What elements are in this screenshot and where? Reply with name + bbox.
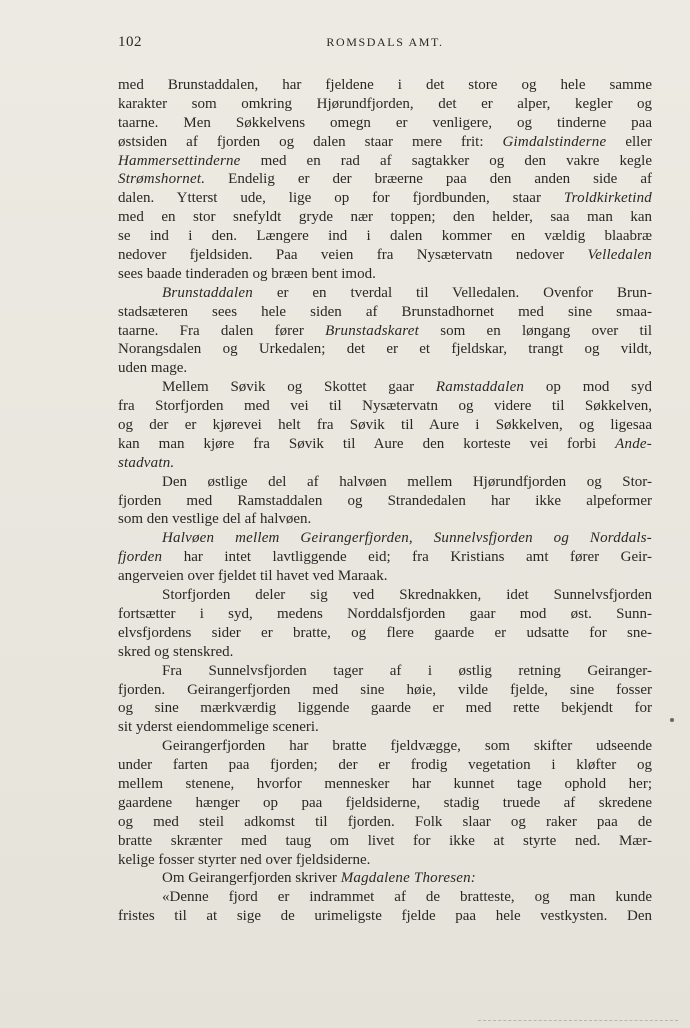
text-run: kelige fosser styrter ned over fjeldsiderne.: [118, 851, 371, 868]
text-run: Mellem Søvik og Skottet gaar: [162, 379, 436, 396]
text-line: [118, 567, 652, 586]
text-run: og der er kjørevei helt fra Søvik til Aure i Søkkelven, og ligesaa: [118, 417, 652, 434]
italic-place-name: fjorden: [118, 549, 163, 566]
text-line: [118, 662, 652, 681]
text-line: [118, 473, 652, 492]
text-line: [118, 152, 652, 171]
text-line: [118, 492, 652, 511]
text-run: eller: [606, 133, 652, 150]
italic-place-name: Brunstadskaret: [325, 322, 419, 339]
italic-place-name: Brunstaddalen: [162, 284, 253, 301]
italic-place-name: Strømshornet.: [118, 171, 206, 188]
text-run: fristes til at sige de urimeligste fjelde paa hele vestkysten. Den: [118, 908, 652, 925]
text-line: [118, 775, 652, 794]
text-run: nedover fjeldsiden. Paa veien fra Nysætervatn nedover: [118, 247, 588, 264]
text-line: [118, 322, 652, 341]
text-run: Endelig er der bræerne paa den anden side af: [205, 171, 652, 188]
text-line: [118, 397, 652, 416]
text-line: [118, 95, 652, 114]
text-line: [118, 227, 652, 246]
text-run: fortsætter i syd, medens Norddalsfjorden gaar mod øst. Sunn-: [118, 605, 652, 622]
text-run: se ind i den. Længere ind i dalen kommer en vældig blaabræ: [118, 228, 652, 245]
text-run: «Denne fjord er indrammet af de bratteste, og man kunde: [162, 889, 652, 906]
page-number: 102: [118, 34, 142, 50]
text-line: [118, 340, 652, 359]
text-run: skred og stenskred.: [118, 643, 234, 660]
text-run: uden mage.: [118, 360, 188, 377]
text-run: sees baade tinderaden og bræen bent imod.: [118, 265, 376, 282]
text-line: [118, 699, 652, 718]
text-run: kan man kjøre fra Søvik til Aure den korteste vei forbi: [118, 435, 616, 452]
text-line: [118, 718, 652, 737]
text-run: har intet lavtliggende eid; fra Kristians amt fører Geir-: [162, 549, 652, 566]
text-line: [118, 586, 652, 605]
italic-place-name: Gimdalstinderne: [502, 133, 607, 150]
text-run: mellem stenene, hvorfor mennesker har kunnet tage ophold her;: [118, 775, 652, 792]
text-run: under farten paa fjorden; der er frodig vegetation i kløfter og: [118, 757, 652, 774]
text-line: [118, 605, 652, 624]
text-line: [118, 454, 652, 473]
text-line: [118, 284, 652, 303]
text-line: [118, 529, 652, 548]
scan-edge-line: [478, 1020, 678, 1022]
text-line: [118, 246, 652, 265]
text-line: [118, 907, 652, 926]
text-line: [118, 189, 652, 208]
margin-speck: [670, 718, 674, 722]
text-run: dalen. Ytterst ude, lige op for fjordbunden, staar: [118, 190, 564, 207]
text-run: sit yderst eiendommelige sceneri.: [118, 719, 319, 736]
text-line: [118, 359, 652, 378]
text-line: [118, 888, 652, 907]
text-run: karakter som omkring Hjørundfjorden, det er alper, kegler og: [118, 95, 652, 112]
italic-place-name: stadvatn.: [118, 454, 175, 471]
text-line: [118, 378, 652, 397]
text-line: [118, 76, 652, 95]
text-run: som en løngang over til: [419, 322, 652, 339]
text-run: Geirangerfjorden har bratte fjeldvægge, som skifter udseende: [162, 738, 652, 755]
italic-place-name: Halvøen mellem Geirangerfjorden, Sunnelvsfjorden og Norddals-: [162, 530, 652, 547]
text-run: Storfjorden deler sig ved Skrednakken, idet Sunnelvsfjorden: [162, 587, 652, 604]
text-line: [118, 851, 652, 870]
text-run: gaardene hænger op paa fjeldsiderne, stadig truede af skredene: [118, 794, 652, 811]
text-line: [118, 756, 652, 775]
text-line: [118, 510, 652, 529]
text-line: [118, 435, 652, 454]
text-run: angerveien over fjeldet til havet ved Maraak.: [118, 568, 388, 585]
text-line: [118, 416, 652, 435]
text-line: [118, 643, 652, 662]
text-run: med en stor snefyldt gryde nær toppen; den helder, saa man kan: [118, 209, 652, 226]
text-line: [118, 813, 652, 832]
text-run: fjorden. Geirangerfjorden med sine høie, vilde fjelde, sine fosser: [118, 681, 652, 698]
text-run: stadsæteren sees hele siden af Brunstadhornet med sine smaa-: [118, 303, 652, 320]
text-run: Norangsdalen og Urkedalen; det er et fjeldskar, trangt og vildt,: [118, 341, 652, 358]
text-run: bratte skrænter med taug om livet for ikke at styrte ned. Mær-: [118, 832, 652, 849]
text-line: [118, 832, 652, 851]
text-line: [118, 114, 652, 133]
text-run: er en tverdal til Velledalen. Ovenfor Brun-: [252, 284, 652, 301]
text-run: elvsfjordens sider er bratte, og flere gaarde er udsatte for sne-: [118, 624, 652, 641]
body-text: [118, 76, 652, 926]
text-line: [118, 208, 652, 227]
text-run: østsiden af fjorden og dalen staar mere frit:: [118, 133, 503, 150]
text-run: og med steil adkomst til fjorden. Folk slaar og raker paa de: [118, 813, 652, 830]
italic-place-name: Hammersettinderne: [118, 152, 241, 169]
italic-place-name: Velledalen: [587, 247, 652, 264]
italic-place-name: Ramstaddalen: [435, 379, 525, 396]
text-line: [118, 737, 652, 756]
text-run: som den vestlige del af halvøen.: [118, 511, 312, 528]
text-line: [118, 681, 652, 700]
text-line: [118, 303, 652, 322]
italic-place-name: Magdalene Thoresen:: [340, 870, 476, 887]
text-run: Den østlige del af halvøen mellem Hjørundfjorden og Stor-: [162, 473, 652, 490]
italic-place-name: Troldkirketind: [563, 190, 652, 207]
text-line: [118, 265, 652, 284]
text-line: [118, 869, 652, 888]
running-title: ROMSDALS AMT.: [326, 35, 444, 49]
text-run: Om Geirangerfjorden skriver: [162, 870, 341, 887]
text-run: fjorden med Ramstaddalen og Strandedalen har ikke alpeformer: [118, 492, 652, 509]
text-run: taarne. Fra dalen fører: [118, 322, 326, 339]
text-run: fra Storfjorden med vei til Nysætervatn og videre til Søkkelven,: [118, 398, 652, 415]
text-line: [118, 133, 652, 152]
text-line: [118, 624, 652, 643]
text-line: [118, 548, 652, 567]
text-line: [118, 170, 652, 189]
text-run: og sine mærkværdig liggende gaarde er med rette bekjendt for: [118, 700, 652, 717]
page-header: [118, 34, 652, 54]
italic-place-name: Ande-: [615, 435, 652, 452]
text-run: op mod syd: [524, 379, 652, 396]
text-run: med en rad af sagtakker og den vakre kegle: [240, 152, 652, 169]
text-run: Fra Sunnelvsfjorden tager af i østlig retning Geiranger-: [162, 662, 652, 679]
text-run: med Brunstaddalen, har fjeldene i det store og hele samme: [118, 77, 652, 93]
text-run: taarne. Men Søkkelvens omegn er venligere, og tinderne paa: [118, 114, 652, 131]
text-line: [118, 794, 652, 813]
